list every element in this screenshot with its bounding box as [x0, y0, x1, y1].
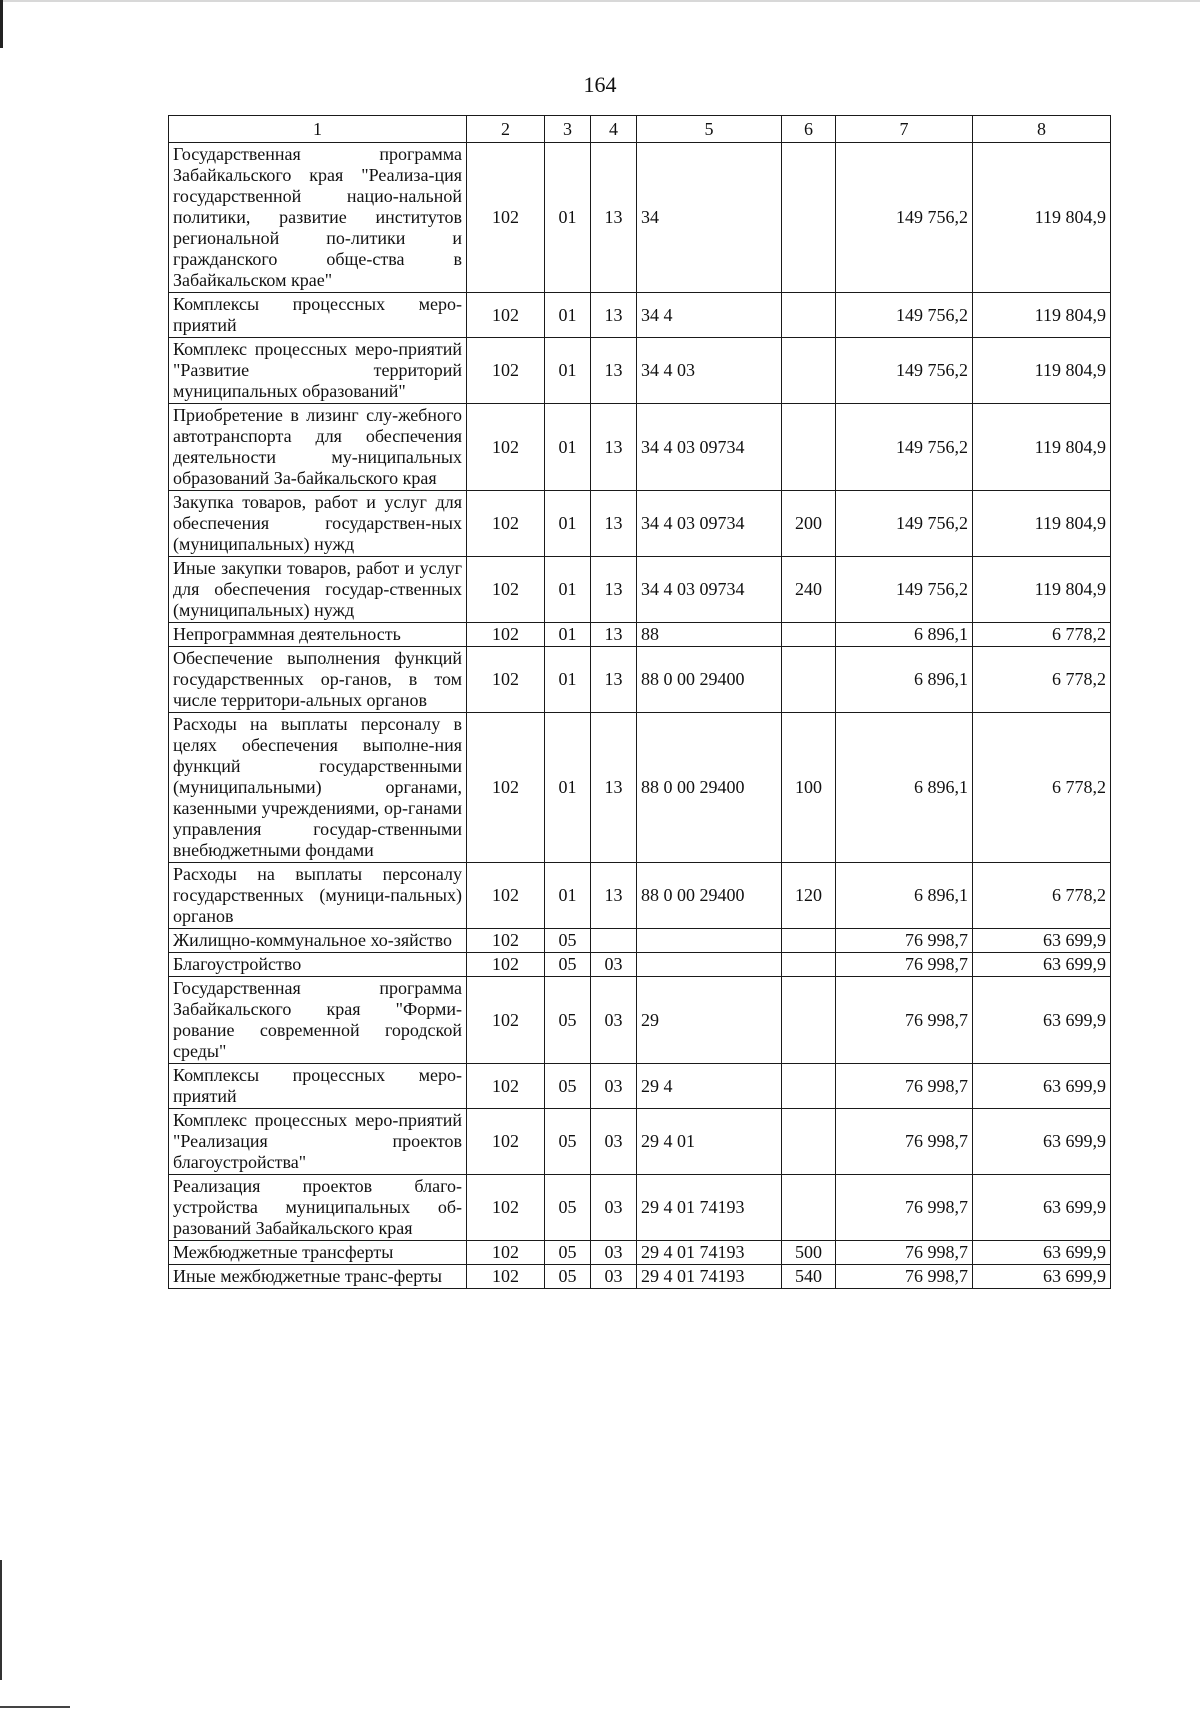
row-name-cell: Приобретение в лизинг слу-жебного автотранспорта для обеспечения деятельности му-ниципальных образований За-байкальского края — [169, 404, 467, 491]
scan-line-bottom — [0, 1706, 70, 1708]
row-name-cell: Иные межбюджетные транс-ферты — [169, 1265, 467, 1289]
row-amount-cell: 76 998,7 — [836, 1241, 973, 1265]
row-amount-cell: 6 896,1 — [836, 863, 973, 929]
row-amount-cell: 149 756,2 — [836, 293, 973, 338]
table-row — [169, 491, 1111, 557]
table-row — [169, 929, 1111, 953]
table-row — [169, 953, 1111, 977]
row-amount-cell: 76 998,7 — [836, 1175, 973, 1241]
row-target-article-cell: 29 — [637, 977, 782, 1064]
row-subsection-cell: 03 — [591, 1265, 637, 1289]
row-section-cell: 05 — [545, 1064, 591, 1109]
row-code-cell: 102 — [467, 404, 545, 491]
row-target-article-cell: 29 4 — [637, 1064, 782, 1109]
row-subsection-cell: 13 — [591, 491, 637, 557]
row-section-cell: 01 — [545, 491, 591, 557]
row-expense-type-cell — [782, 404, 836, 491]
table-row — [169, 1175, 1111, 1241]
row-code-cell: 102 — [467, 1064, 545, 1109]
row-expense-type-cell: 540 — [782, 1265, 836, 1289]
row-amount-cell: 119 804,9 — [973, 143, 1111, 293]
row-code-cell: 102 — [467, 929, 545, 953]
row-name-cell: Комплексы процессных меро-приятий — [169, 293, 467, 338]
row-target-article-cell: 88 0 00 29400 — [637, 713, 782, 863]
row-subsection-cell: 03 — [591, 1064, 637, 1109]
table-row — [169, 647, 1111, 713]
table-row — [169, 1265, 1111, 1289]
row-target-article-cell: 29 4 01 74193 — [637, 1241, 782, 1265]
row-expense-type-cell: 100 — [782, 713, 836, 863]
row-amount-cell: 63 699,9 — [973, 929, 1111, 953]
row-target-article-cell: 34 4 03 09734 — [637, 491, 782, 557]
row-target-article-cell: 88 0 00 29400 — [637, 647, 782, 713]
row-expense-type-cell — [782, 293, 836, 338]
row-expense-type-cell: 200 — [782, 491, 836, 557]
row-subsection-cell: 03 — [591, 977, 637, 1064]
row-target-article-cell: 34 4 03 09734 — [637, 557, 782, 623]
row-code-cell: 102 — [467, 953, 545, 977]
row-subsection-cell: 13 — [591, 338, 637, 404]
scan-edge-top — [0, 0, 1200, 2]
row-name-cell: Комплекс процессных меро-приятий "Развитие территорий муниципальных образований" — [169, 338, 467, 404]
table-row — [169, 1064, 1111, 1109]
row-subsection-cell: 03 — [591, 1175, 637, 1241]
row-target-article-cell: 34 — [637, 143, 782, 293]
row-amount-cell: 6 778,2 — [973, 647, 1111, 713]
row-amount-cell: 63 699,9 — [973, 977, 1111, 1064]
row-target-article-cell: 29 4 01 74193 — [637, 1175, 782, 1241]
row-code-cell: 102 — [467, 623, 545, 647]
row-section-cell: 05 — [545, 929, 591, 953]
row-section-cell: 01 — [545, 863, 591, 929]
row-section-cell: 05 — [545, 1241, 591, 1265]
row-subsection-cell: 13 — [591, 404, 637, 491]
table-row — [169, 1109, 1111, 1175]
row-amount-cell: 63 699,9 — [973, 1109, 1111, 1175]
table-row — [169, 713, 1111, 863]
budget-table — [168, 115, 1111, 1289]
row-section-cell: 01 — [545, 623, 591, 647]
row-amount-cell: 63 699,9 — [973, 1175, 1111, 1241]
column-header: 3 — [545, 116, 591, 143]
row-amount-cell: 6 778,2 — [973, 863, 1111, 929]
row-amount-cell: 63 699,9 — [973, 1064, 1111, 1109]
row-target-article-cell: 29 4 01 — [637, 1109, 782, 1175]
row-amount-cell: 6 896,1 — [836, 623, 973, 647]
row-subsection-cell: 13 — [591, 863, 637, 929]
row-expense-type-cell — [782, 338, 836, 404]
row-name-cell: Иные закупки товаров, работ и услуг для обеспечения государ-ственных (муниципальных) нужд — [169, 557, 467, 623]
row-expense-type-cell — [782, 647, 836, 713]
row-name-cell: Государственная программа Забайкальского края "Форми-рование современной городской среды" — [169, 977, 467, 1064]
row-subsection-cell: 03 — [591, 1241, 637, 1265]
row-section-cell: 05 — [545, 977, 591, 1064]
row-subsection-cell: 13 — [591, 647, 637, 713]
row-expense-type-cell — [782, 953, 836, 977]
row-name-cell: Комплексы процессных меро-приятий — [169, 1064, 467, 1109]
row-amount-cell: 119 804,9 — [973, 491, 1111, 557]
column-header: 4 — [591, 116, 637, 143]
table-row — [169, 623, 1111, 647]
row-section-cell: 01 — [545, 647, 591, 713]
row-code-cell: 102 — [467, 491, 545, 557]
table-row — [169, 557, 1111, 623]
row-section-cell: 01 — [545, 293, 591, 338]
row-expense-type-cell — [782, 929, 836, 953]
row-code-cell: 102 — [467, 293, 545, 338]
row-subsection-cell — [591, 929, 637, 953]
row-target-article-cell: 29 4 01 74193 — [637, 1265, 782, 1289]
row-subsection-cell: 03 — [591, 953, 637, 977]
row-name-cell: Непрограммная деятельность — [169, 623, 467, 647]
row-name-cell: Реализация проектов благо-устройства муниципальных об-разований Забайкальского края — [169, 1175, 467, 1241]
row-section-cell: 05 — [545, 953, 591, 977]
row-section-cell: 01 — [545, 713, 591, 863]
row-target-article-cell: 34 4 03 — [637, 338, 782, 404]
row-section-cell: 01 — [545, 404, 591, 491]
row-code-cell: 102 — [467, 1175, 545, 1241]
row-target-article-cell: 34 4 — [637, 293, 782, 338]
row-amount-cell: 6 896,1 — [836, 647, 973, 713]
row-amount-cell: 76 998,7 — [836, 1109, 973, 1175]
row-name-cell: Комплекс процессных меро-приятий "Реализация проектов благоустройства" — [169, 1109, 467, 1175]
row-section-cell: 05 — [545, 1109, 591, 1175]
row-amount-cell: 119 804,9 — [973, 404, 1111, 491]
row-name-cell: Закупка товаров, работ и услуг для обеспечения государствен-ных (муниципальных) нужд — [169, 491, 467, 557]
table-body — [169, 143, 1111, 1289]
column-header: 2 — [467, 116, 545, 143]
row-amount-cell: 76 998,7 — [836, 1265, 973, 1289]
row-name-cell: Жилищно-коммунальное хо-зяйство — [169, 929, 467, 953]
row-amount-cell: 76 998,7 — [836, 977, 973, 1064]
row-name-cell: Расходы на выплаты персоналу государственных (муници-пальных) органов — [169, 863, 467, 929]
row-code-cell: 102 — [467, 143, 545, 293]
row-code-cell: 102 — [467, 647, 545, 713]
row-expense-type-cell — [782, 1064, 836, 1109]
row-section-cell: 01 — [545, 143, 591, 293]
row-amount-cell: 119 804,9 — [973, 338, 1111, 404]
row-expense-type-cell: 120 — [782, 863, 836, 929]
table-header-row — [169, 116, 1111, 143]
row-code-cell: 102 — [467, 338, 545, 404]
row-code-cell: 102 — [467, 977, 545, 1064]
row-code-cell: 102 — [467, 863, 545, 929]
row-amount-cell: 63 699,9 — [973, 1241, 1111, 1265]
row-target-article-cell — [637, 929, 782, 953]
row-amount-cell: 119 804,9 — [973, 293, 1111, 338]
row-amount-cell: 149 756,2 — [836, 491, 973, 557]
scan-edge-left — [0, 0, 3, 48]
column-header: 1 — [169, 116, 467, 143]
row-subsection-cell: 13 — [591, 713, 637, 863]
row-target-article-cell — [637, 953, 782, 977]
column-header: 8 — [973, 116, 1111, 143]
column-header: 7 — [836, 116, 973, 143]
row-amount-cell: 149 756,2 — [836, 557, 973, 623]
table-row — [169, 1241, 1111, 1265]
table-row — [169, 143, 1111, 293]
row-name-cell: Благоустройство — [169, 953, 467, 977]
row-subsection-cell: 13 — [591, 143, 637, 293]
row-code-cell: 102 — [467, 557, 545, 623]
page-number: 164 — [583, 72, 617, 97]
row-section-cell: 05 — [545, 1265, 591, 1289]
row-amount-cell: 76 998,7 — [836, 953, 973, 977]
row-amount-cell: 76 998,7 — [836, 929, 973, 953]
row-amount-cell: 6 778,2 — [973, 713, 1111, 863]
row-amount-cell: 6 896,1 — [836, 713, 973, 863]
table-row — [169, 338, 1111, 404]
row-amount-cell: 149 756,2 — [836, 338, 973, 404]
row-amount-cell: 119 804,9 — [973, 557, 1111, 623]
row-section-cell: 05 — [545, 1175, 591, 1241]
column-header: 5 — [637, 116, 782, 143]
row-expense-type-cell — [782, 1109, 836, 1175]
row-name-cell: Государственная программа Забайкальского края "Реализа-ция государственной нацио-нальной политики, развитие институтов региональной по-литики и гражданского обще-ства в Забайкальском крае" — [169, 143, 467, 293]
row-expense-type-cell — [782, 623, 836, 647]
row-name-cell: Межбюджетные трансферты — [169, 1241, 467, 1265]
row-subsection-cell: 13 — [591, 623, 637, 647]
row-expense-type-cell: 500 — [782, 1241, 836, 1265]
row-code-cell: 102 — [467, 713, 545, 863]
row-code-cell: 102 — [467, 1109, 545, 1175]
row-amount-cell: 63 699,9 — [973, 953, 1111, 977]
row-expense-type-cell — [782, 977, 836, 1064]
row-section-cell: 01 — [545, 557, 591, 623]
row-code-cell: 102 — [467, 1241, 545, 1265]
row-name-cell: Обеспечение выполнения функций государственных ор-ганов, в том числе территори-альных органов — [169, 647, 467, 713]
table-row — [169, 863, 1111, 929]
row-expense-type-cell — [782, 1175, 836, 1241]
row-amount-cell: 63 699,9 — [973, 1265, 1111, 1289]
row-code-cell: 102 — [467, 1265, 545, 1289]
row-subsection-cell: 03 — [591, 1109, 637, 1175]
row-name-cell: Расходы на выплаты персоналу в целях обеспечения выполне-ния функций государственными (муниципальными) органами, казенными учреждениями, ор-ганами управления государ-ственными внебюджетными фондами — [169, 713, 467, 863]
table-row — [169, 404, 1111, 491]
scan-line-left — [0, 1560, 2, 1680]
row-target-article-cell: 34 4 03 09734 — [637, 404, 782, 491]
column-header: 6 — [782, 116, 836, 143]
row-amount-cell: 76 998,7 — [836, 1064, 973, 1109]
row-amount-cell: 6 778,2 — [973, 623, 1111, 647]
table-row — [169, 293, 1111, 338]
row-amount-cell: 149 756,2 — [836, 404, 973, 491]
row-target-article-cell: 88 0 00 29400 — [637, 863, 782, 929]
table-row — [169, 977, 1111, 1064]
row-expense-type-cell: 240 — [782, 557, 836, 623]
row-amount-cell: 149 756,2 — [836, 143, 973, 293]
row-subsection-cell: 13 — [591, 557, 637, 623]
row-subsection-cell: 13 — [591, 293, 637, 338]
row-expense-type-cell — [782, 143, 836, 293]
row-target-article-cell: 88 — [637, 623, 782, 647]
row-section-cell: 01 — [545, 338, 591, 404]
